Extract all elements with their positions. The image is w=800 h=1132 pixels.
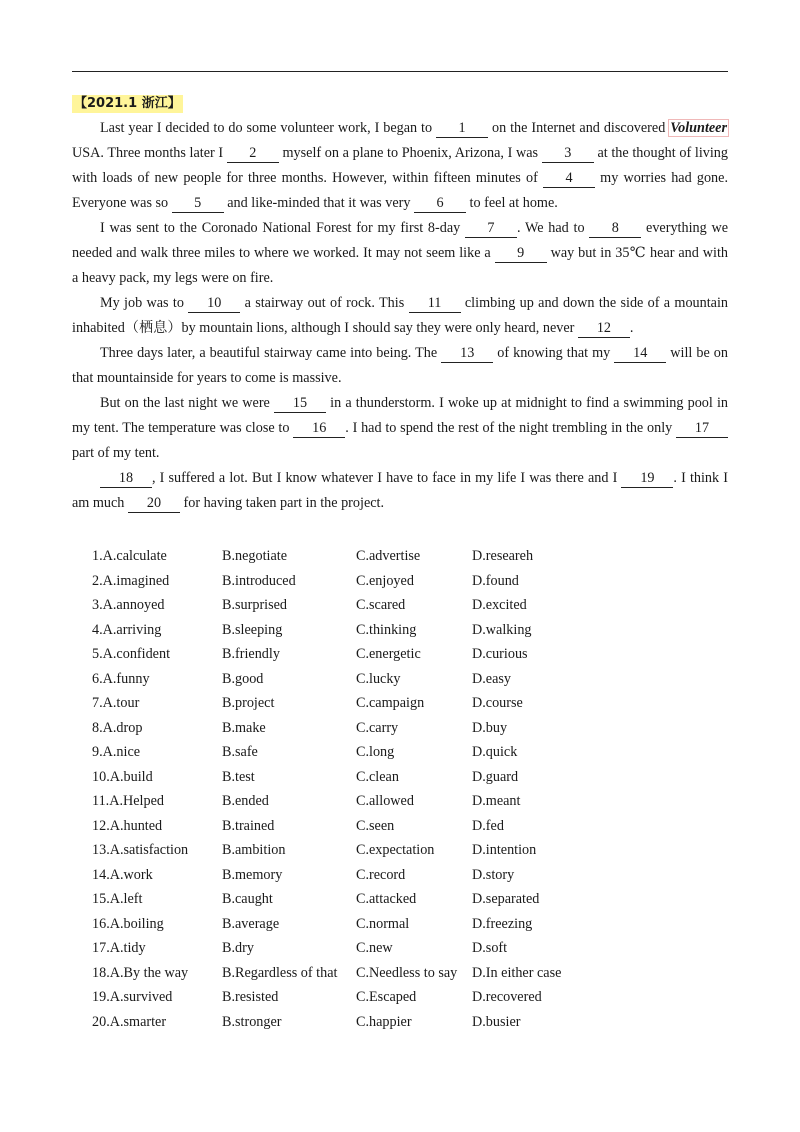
option-b[interactable]: B.test [222, 768, 255, 785]
blank-10[interactable]: 10 [188, 295, 240, 313]
option-c[interactable]: C.allowed [356, 793, 414, 809]
option-b[interactable]: B.safe [222, 744, 258, 760]
blank-19[interactable]: 19 [621, 470, 673, 488]
option-b[interactable]: B.ended [222, 793, 269, 809]
option-c[interactable]: C.campaign [356, 695, 425, 711]
option-b[interactable]: B.project [222, 695, 275, 711]
question-options-6 [92, 667, 712, 692]
blank-15[interactable]: 15 [274, 395, 326, 413]
option-b[interactable]: B.ambition [222, 842, 286, 858]
blank-9[interactable]: 9 [495, 245, 547, 263]
passage-text: . I had to spend the rest of the night trembling in the only [345, 420, 677, 436]
passage-text: I was sent to the Coronado National Forest for my first 8-day [100, 220, 465, 236]
passage-text: a stairway out of rock. This [240, 295, 409, 311]
option-b[interactable]: B.sleeping [222, 621, 283, 638]
passage-text: at the thought of living with loads of new people for three months. However, within fifteen minutes of [72, 145, 728, 186]
passage-text: . I think I am much [72, 470, 728, 511]
question-options-10 [92, 765, 712, 790]
option-b[interactable]: B.surprised [222, 597, 288, 613]
passage-text: everything we needed and walk three miles to where we worked. It may not seem like a [72, 220, 728, 261]
option-a[interactable]: 13.A.satisfaction [92, 842, 189, 858]
option-b[interactable]: B.resisted [222, 989, 279, 1005]
option-a[interactable]: 18.A.By the way [92, 964, 189, 981]
option-d[interactable]: D.easy [472, 670, 512, 687]
blank-12[interactable]: 12 [578, 320, 630, 338]
option-a[interactable]: 15.A.left [92, 891, 143, 907]
option-d[interactable]: D.intention [472, 842, 537, 858]
answer-options [92, 544, 712, 1034]
option-c[interactable]: C.advertise [356, 548, 421, 564]
passage-text: part of my tent. [72, 445, 160, 461]
passage-paragraph [72, 116, 728, 216]
question-options-4 [92, 618, 712, 643]
passage-paragraph [72, 216, 728, 291]
blank-14[interactable]: 14 [614, 345, 666, 363]
option-a[interactable]: 12.A.hunted [92, 817, 163, 834]
option-d[interactable]: D.excited [472, 597, 527, 613]
passage-text: climbing up and down the side of a mountain inhabited（栖息）by mountain lions, although I should say they were only heard, never [72, 295, 729, 336]
passage-text: will be on that mountainside for years to come is massive. [72, 345, 728, 386]
passage-text: way but in 35℃ hear and with a heavy pack, my legs were on fire. [72, 245, 728, 286]
option-c[interactable]: C.Needless to say [356, 964, 458, 981]
blank-20[interactable]: 20 [128, 495, 180, 513]
option-a[interactable]: 20.A.smarter [92, 1013, 167, 1030]
option-a[interactable]: 2.A.imagined [92, 572, 170, 589]
option-d[interactable]: D.curious [472, 646, 528, 662]
option-c[interactable]: C.attacked [356, 891, 417, 907]
option-b[interactable]: B.good [222, 670, 264, 687]
blank-5[interactable]: 5 [172, 195, 224, 213]
option-a[interactable]: 4.A.arriving [92, 621, 162, 638]
option-a[interactable]: 11.A.Helped [92, 793, 164, 809]
passage-paragraph [72, 291, 728, 341]
option-a[interactable]: 5.A.confident [92, 646, 171, 662]
option-d[interactable]: D.story [472, 866, 515, 883]
option-d[interactable]: D.fed [472, 817, 504, 834]
passage-text: My job was to [100, 295, 189, 311]
option-a[interactable]: 10.A.build [92, 768, 153, 785]
option-c[interactable]: C.scared [356, 597, 406, 613]
option-d[interactable]: D.walking [472, 621, 532, 638]
passage-text: USA. Three months later I [72, 145, 227, 161]
emphasized-term: Volunteer [670, 120, 727, 136]
option-c[interactable]: C.enjoyed [356, 572, 414, 589]
passage-text: Three days later, a beautiful stairway came into being. The [100, 345, 442, 361]
option-b[interactable]: B.memory [222, 866, 283, 883]
source-tag: 【2021.1 浙江】 [74, 96, 181, 111]
blank-16[interactable]: 16 [293, 420, 345, 438]
option-b[interactable]: B.trained [222, 817, 275, 834]
question-options-13 [92, 838, 712, 863]
option-d[interactable]: D.guard [472, 768, 519, 785]
option-d[interactable]: D.meant [472, 793, 521, 809]
question-options-8 [92, 716, 712, 741]
question-options-12 [92, 814, 712, 839]
option-c[interactable]: C.carry [356, 719, 399, 736]
option-c[interactable]: C.thinking [356, 621, 417, 638]
option-b[interactable]: B.negotiate [222, 548, 288, 564]
passage-paragraph [72, 466, 728, 516]
passage-paragraph [72, 341, 728, 391]
blank-1[interactable]: 1 [436, 120, 488, 138]
passage-text: of knowing that my [493, 345, 615, 361]
option-d[interactable]: D.course [472, 695, 523, 711]
option-b[interactable]: B.friendly [222, 646, 280, 662]
question-options-2 [92, 569, 712, 594]
question-options-7 [92, 691, 712, 716]
passage-text: . We had to [516, 220, 590, 236]
option-c[interactable]: C.Escaped [356, 989, 417, 1005]
blank-3[interactable]: 3 [542, 145, 594, 163]
option-b[interactable]: B.introduced [222, 572, 296, 589]
option-d[interactable]: D.soft [472, 940, 508, 956]
question-options-15 [92, 887, 712, 912]
option-d[interactable]: D.busier [472, 1013, 521, 1030]
option-a[interactable]: 6.A.funny [92, 670, 150, 687]
blank-18[interactable]: 18 [100, 470, 152, 488]
passage-text: in a thunderstorm. I woke up at midnight to find a swimming pool in my tent. The temperature was close to [72, 395, 728, 436]
option-c[interactable]: C.seen [356, 817, 395, 834]
option-a[interactable]: 16.A.boiling [92, 915, 164, 932]
question-options-1 [92, 544, 712, 569]
option-c[interactable]: C.energetic [356, 646, 421, 662]
blank-11[interactable]: 11 [409, 295, 461, 313]
question-options-20 [92, 1010, 712, 1035]
passage-text: , I suffered a lot. But I know whatever I have to face in my life I was there and I [152, 470, 622, 486]
blank-17[interactable]: 17 [676, 420, 728, 438]
question-options-9 [92, 740, 712, 765]
option-d[interactable]: D.found [472, 572, 519, 589]
passage-text: Last year I decided to do some volunteer work, I began to [100, 120, 437, 136]
option-a[interactable]: 1.A.calculate [92, 548, 167, 564]
blank-8[interactable]: 8 [589, 220, 641, 238]
question-options-14 [92, 863, 712, 888]
option-c[interactable]: C.expectation [356, 842, 435, 858]
passage-text: and like-minded that it was very [223, 195, 414, 211]
blank-6[interactable]: 6 [414, 195, 466, 213]
option-d[interactable]: D.In either case [472, 964, 562, 981]
blank-13[interactable]: 13 [441, 345, 493, 363]
option-a[interactable]: 17.A.tidy [92, 940, 146, 956]
option-b[interactable]: B.dry [222, 940, 254, 956]
passage-text: But on the last night we were [100, 395, 274, 411]
option-c[interactable]: C.clean [356, 768, 399, 785]
option-a[interactable]: 9.A.nice [92, 744, 141, 760]
passage-text: my worries had gone. Everyone was so [72, 170, 728, 211]
passage-text: to feel at home. [466, 195, 558, 211]
option-b[interactable]: B.average [222, 915, 280, 932]
blank-4[interactable]: 4 [543, 170, 595, 188]
passage-text: myself on a plane to Phoenix, Arizona, I was [278, 145, 542, 161]
option-c[interactable]: C.normal [356, 915, 410, 932]
header-rule [72, 71, 728, 72]
option-d[interactable]: D.separated [472, 891, 540, 907]
cloze-passage [72, 116, 728, 516]
passage-text: on the Internet and discovered [488, 120, 670, 136]
option-d[interactable]: D.buy [472, 719, 508, 736]
blank-7[interactable]: 7 [465, 220, 517, 238]
option-a[interactable]: 19.A.survived [92, 989, 173, 1005]
option-c[interactable]: C.new [356, 940, 393, 956]
passage-paragraph [72, 391, 728, 466]
question-options-3 [92, 593, 712, 618]
passage-text: for having taken part in the project. [179, 495, 385, 511]
option-d[interactable]: D.recovered [472, 989, 542, 1005]
option-b[interactable]: B.stronger [222, 1013, 282, 1030]
option-c[interactable]: C.record [356, 866, 406, 883]
question-options-19 [92, 985, 712, 1010]
question-options-16 [92, 912, 712, 937]
question-options-18 [92, 961, 712, 986]
passage-text: . [629, 320, 634, 336]
option-a[interactable]: 7.A.tour [92, 695, 140, 711]
option-c[interactable]: C.lucky [356, 670, 401, 687]
option-a[interactable]: 8.A.drop [92, 719, 143, 736]
option-a[interactable]: 14.A.work [92, 866, 153, 883]
question-options-17 [92, 936, 712, 961]
question-options-11 [92, 789, 712, 814]
option-b[interactable]: B.Regardless of that [222, 964, 338, 981]
option-b[interactable]: B.caught [222, 891, 273, 907]
option-c[interactable]: C.long [356, 744, 395, 760]
option-d[interactable]: D.researeh [472, 548, 534, 564]
option-a[interactable]: 3.A.annoyed [92, 597, 165, 613]
blank-2[interactable]: 2 [227, 145, 279, 163]
option-d[interactable]: D.quick [472, 744, 518, 760]
option-c[interactable]: C.happier [356, 1013, 412, 1030]
option-b[interactable]: B.make [222, 719, 266, 736]
question-options-5 [92, 642, 712, 667]
option-d[interactable]: D.freezing [472, 915, 533, 932]
